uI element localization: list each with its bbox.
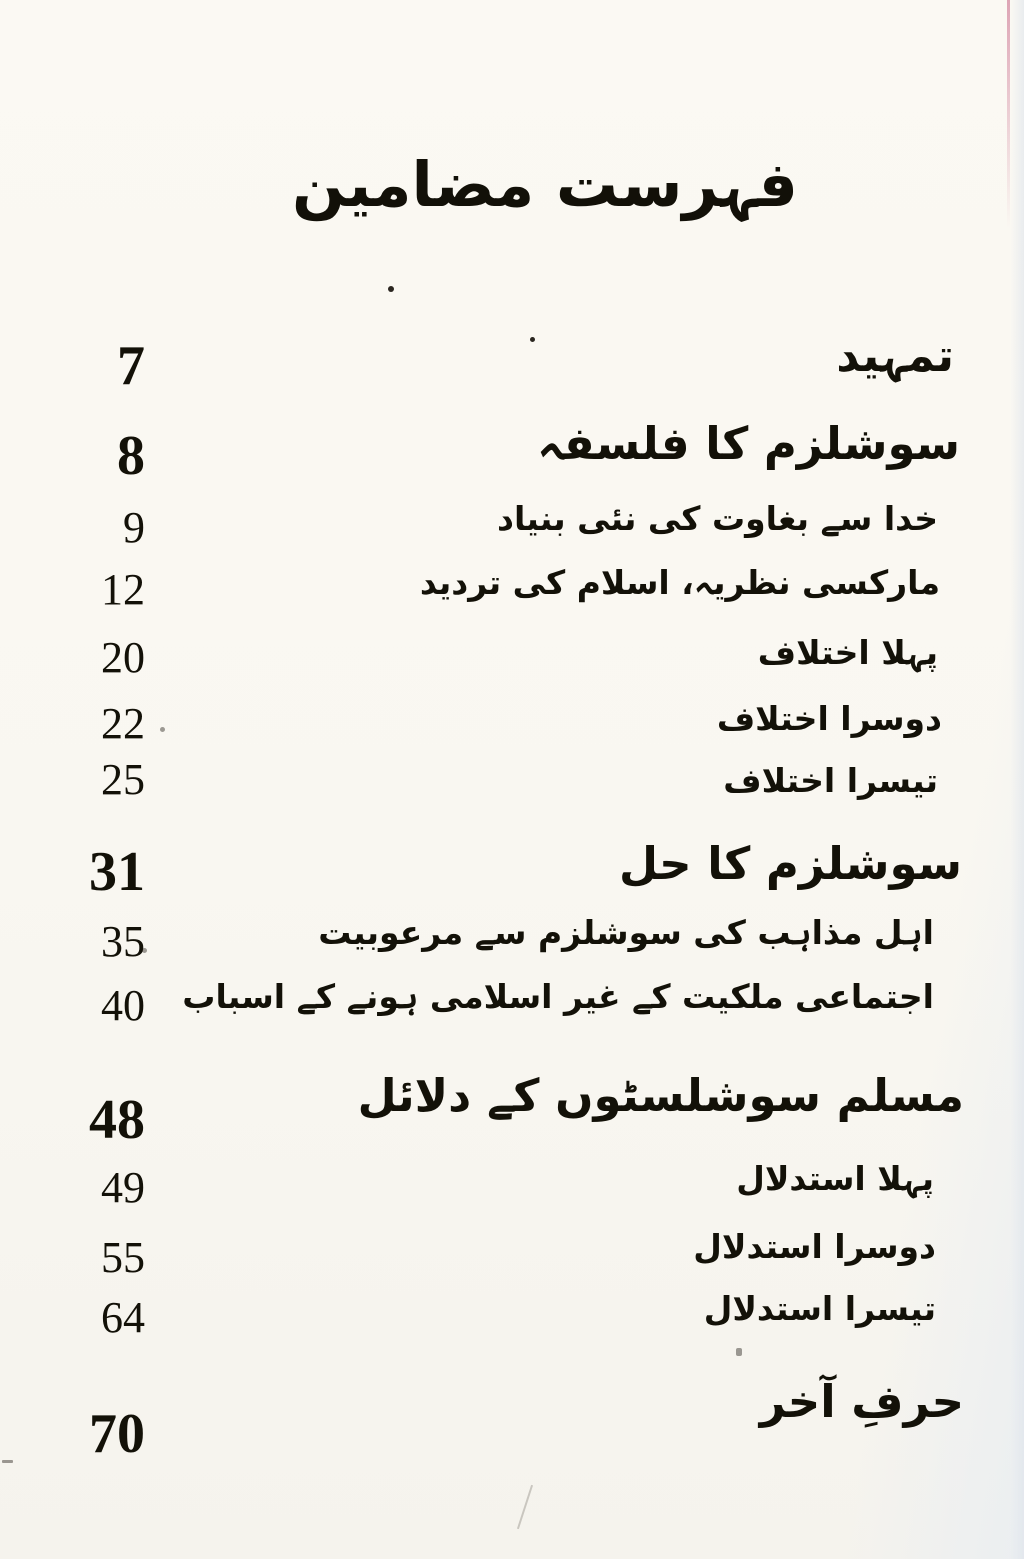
toc-entry-label: مسلم سوشلسٹوں کے دلائل <box>357 1069 964 1122</box>
toc-entry-label: اجتماعی ملکیت کے غیر اسلامی ہونے کے اسباب <box>182 977 934 1016</box>
toc-entry-label: سوشلزم کا فلسفہ <box>537 417 960 470</box>
toc-page-number: 12 <box>101 565 145 614</box>
toc-entry-label: مارکسی نظریہ، اسلام کی تردید <box>419 563 940 602</box>
toc-page-number: 55 <box>101 1233 145 1282</box>
toc-page-number: 8 <box>117 425 145 487</box>
toc-page-number: 35 <box>101 917 145 966</box>
toc-page-number: 48 <box>89 1089 145 1151</box>
toc-entry-label: اہل مذاہب کی سوشلزم سے مرعوبیت <box>318 913 934 952</box>
toc-entry-label: پہلا استدلال <box>736 1159 934 1198</box>
toc-page-number: 25 <box>101 755 145 804</box>
toc-entry-label: خدا سے بغاوت کی نئی بنیاد <box>497 499 938 538</box>
toc-entry-label: تیسرا اختلاف <box>723 761 938 800</box>
toc-page-number: 31 <box>89 841 145 903</box>
toc-entry-label: دوسرا اختلاف <box>716 699 942 738</box>
toc-page-number: 9 <box>123 503 145 552</box>
toc-entry-label: دوسرا استدلال <box>693 1227 936 1266</box>
toc-page-number: 20 <box>101 633 145 682</box>
toc-entry-label: تمہید <box>836 329 954 382</box>
toc-entry-label: پہلا اختلاف <box>757 633 938 672</box>
toc-page-number: 7 <box>117 335 145 397</box>
toc-page-number: 22 <box>101 699 145 748</box>
toc-page-number: 40 <box>101 981 145 1030</box>
toc-entry-label: سوشلزم کا حل <box>618 837 962 890</box>
toc-entry-label: حرفِ آخر <box>759 1375 964 1428</box>
toc-entry-label: تیسرا استدلال <box>703 1289 936 1328</box>
page-title: فہرست مضامین <box>292 148 798 221</box>
toc-page-number: 64 <box>101 1293 145 1342</box>
toc-page-number: 49 <box>101 1163 145 1212</box>
toc-page-number: 70 <box>89 1403 145 1465</box>
